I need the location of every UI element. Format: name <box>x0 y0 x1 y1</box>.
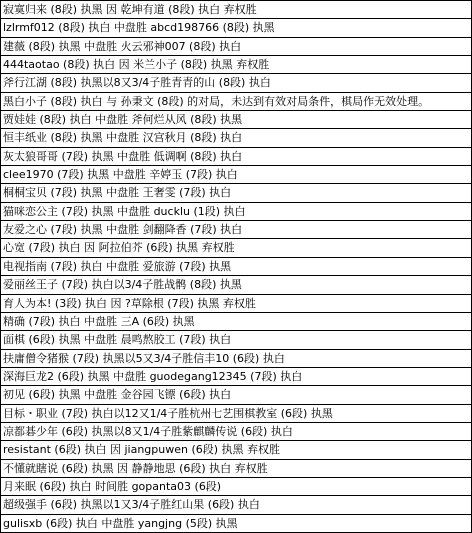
result-row: 扶庸僧令猪猴 (7段) 执黑以5又3/4子胜信丰10 (6段) 执白 <box>1 350 471 368</box>
result-row: 目标・职业 (7段) 执白以12又1/4子胜杭州七艺围棋教室 (6段) 执黑 <box>1 405 471 423</box>
result-row: gulisxb (6段) 执白 中盘胜 yangjng (5段) 执黑 <box>1 515 471 533</box>
result-row: 建薇 (8段) 执黑 中盘胜 火云邪神007 (8段) 执白 <box>1 38 471 56</box>
result-row: 爱丽丝王子 (7段) 执白以3/4子胜战鹘 (8段) 执黑 <box>1 276 471 294</box>
result-row: 月来眠 (6段) 执白 时间胜 gopanta03 (6段) <box>1 478 471 496</box>
result-row: 斧行江湖 (8段) 执黑以8又3/4子胜青青的山 (8段) 执白 <box>1 74 471 92</box>
result-row: 猫咪恋公主 (7段) 执黑 中盘胜 ducklu (1段) 执白 <box>1 203 471 221</box>
result-row: 凉都碁少年 (6段) 执黑以8又1/4子胜紫麒麟传说 (6段) 执白 <box>1 423 471 441</box>
result-row: 深海巨龙2 (6段) 执黑 中盘胜 guodegang12345 (7段) 执白 <box>1 368 471 386</box>
result-row: lzlrmf012 (8段) 执白 中盘胜 abcd198766 (8段) 执黑 <box>1 19 471 37</box>
result-row: 黑白小子 (8段) 执白 与 孙秉文 (8段) 的对局，未达到有效对局条件，棋局作无效处理。 <box>1 93 471 111</box>
result-row: 恒丰纸业 (8段) 执黑 中盘胜 汉宫秋月 (8段) 执白 <box>1 129 471 147</box>
result-row: 心宽 (7段) 执白 因 阿拉伯芥 (6段) 执黑 弃权胜 <box>1 239 471 257</box>
result-row: 电视指南 (7段) 执白 中盘胜 爱旅游 (7段) 执黑 <box>1 258 471 276</box>
result-row: 不懂就瞎说 (6段) 执黑 因 静静地思 (6段) 执白 弃权胜 <box>1 460 471 478</box>
result-row: 桐桐宝贝 (7段) 执黑 中盘胜 王奢雯 (7段) 执白 <box>1 184 471 202</box>
result-row: 面棋 (6段) 执黑 中盘胜 晨鸣熬胶工 (7段) 执白 <box>1 331 471 349</box>
result-row: 育人为本! (3段) 执白 因 ?草除根 (7段) 执黑 弃权胜 <box>1 295 471 313</box>
result-row: resistant (6段) 执白 因 jiangpuwen (6段) 执黑 弃权胜 <box>1 441 471 459</box>
result-row: 超级强手 (6段) 执黑以1又3/4子胜红山果 (6段) 执白 <box>1 496 471 514</box>
result-row: 寂寞归来 (8段) 执黑 因 乾坤有道 (8段) 执白 弃权胜 <box>1 1 471 19</box>
result-row: 友爱之心 (7段) 执黑 中盘胜 剑翻降香 (7段) 执白 <box>1 221 471 239</box>
result-row: clee1970 (7段) 执黑 中盘胜 辛婷玉 (7段) 执白 <box>1 166 471 184</box>
result-row: 初见 (6段) 执黑 中盘胜 金谷园飞镖 (6段) 执白 <box>1 386 471 404</box>
result-row: 贾娃娃 (8段) 执白 中盘胜 斧何烂从风 (8段) 执黑 <box>1 111 471 129</box>
result-row: 灰太狼哥哥 (7段) 执黑 中盘胜 低调啊 (8段) 执白 <box>1 148 471 166</box>
result-row: 精确 (7段) 执白 中盘胜 三A (6段) 执黑 <box>1 313 471 331</box>
result-row: 444taotao (8段) 执白 因 米兰小子 (8段) 执黑 弃权胜 <box>1 56 471 74</box>
